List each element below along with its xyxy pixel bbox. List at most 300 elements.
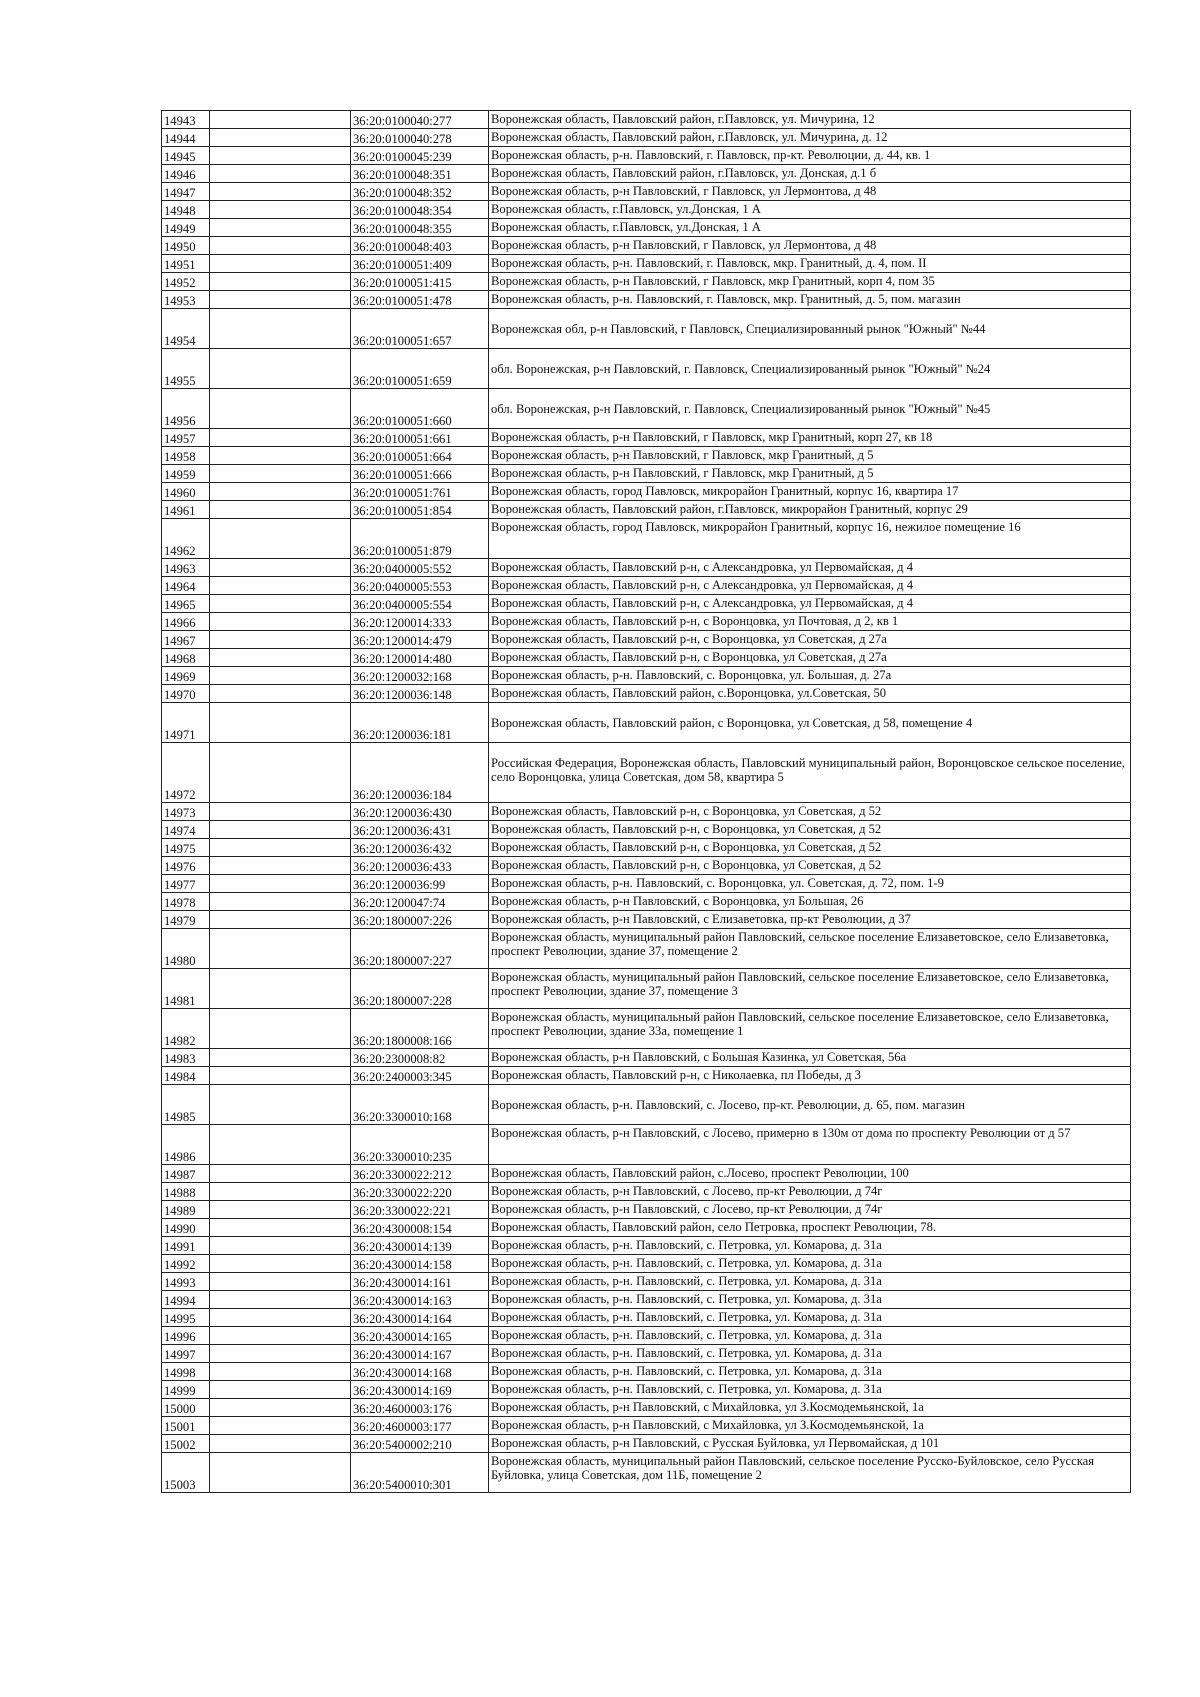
address-cell: Воронежская область, Павловский район, г.Павловск, ул. Мичурина, д. 12	[489, 129, 1131, 147]
table-row	[162, 1183, 1131, 1201]
table-row	[162, 667, 1131, 685]
cadastral-number-cell: 36:20:0100048:354	[351, 201, 489, 219]
empty-cell	[210, 219, 351, 237]
empty-cell	[210, 613, 351, 631]
address-cell: Воронежская область, Павловский р-н, с Воронцовка, ул Советская, д 27а	[489, 631, 1131, 649]
row-number-cell: 14950	[162, 237, 210, 255]
empty-cell	[210, 1183, 351, 1201]
empty-cell	[210, 111, 351, 129]
cadastral-number-cell: 36:20:5400010:301	[351, 1453, 489, 1493]
row-number-cell: 14944	[162, 129, 210, 147]
cadastral-number-cell: 36:20:5400002:210	[351, 1435, 489, 1453]
row-number-cell: 14963	[162, 559, 210, 577]
table-row	[162, 291, 1131, 309]
address-cell: Воронежская область, Павловский район, с.Лосево, проспект Революции, 100	[489, 1165, 1131, 1183]
row-number-cell: 14977	[162, 875, 210, 893]
cadastral-number-cell: 36:20:4300014:139	[351, 1237, 489, 1255]
empty-cell	[210, 685, 351, 703]
cadastral-number-cell: 36:20:3300022:221	[351, 1201, 489, 1219]
address-cell: Воронежская область, р-н. Павловский, г. Павловск, пр-кт. Революции, д. 44, кв. 1	[489, 147, 1131, 165]
address-cell: Воронежская область, Павловский район, с Воронцовка, ул Советская, д 58, помещение 4	[489, 703, 1131, 743]
cadastral-number-cell: 36:20:1200047:74	[351, 893, 489, 911]
cadastral-number-cell: 36:20:1800008:166	[351, 1009, 489, 1049]
table-row	[162, 969, 1131, 1009]
cadastral-number-cell: 36:20:1200036:148	[351, 685, 489, 703]
address-cell: Воронежская область, Павловский р-н, с Александровка, ул Первомайская, д 4	[489, 559, 1131, 577]
table-row	[162, 857, 1131, 875]
cadastral-number-cell: 36:20:0100048:351	[351, 165, 489, 183]
row-number-cell: 14962	[162, 519, 210, 559]
empty-cell	[210, 273, 351, 291]
row-number-cell: 14982	[162, 1009, 210, 1049]
empty-cell	[210, 1009, 351, 1049]
empty-cell	[210, 1165, 351, 1183]
row-number-cell: 14985	[162, 1085, 210, 1125]
table-row	[162, 1435, 1131, 1453]
table-row	[162, 911, 1131, 929]
row-number-cell: 14949	[162, 219, 210, 237]
table-row	[162, 631, 1131, 649]
table-row	[162, 839, 1131, 857]
cadastral-number-cell: 36:20:2300008:82	[351, 1049, 489, 1067]
empty-cell	[210, 857, 351, 875]
cadastral-number-cell: 36:20:0100051:664	[351, 447, 489, 465]
row-number-cell: 14996	[162, 1327, 210, 1345]
address-cell: Воронежская область, р-н. Павловский, с. Петровка, ул. Комарова, д. 31а	[489, 1291, 1131, 1309]
empty-cell	[210, 1049, 351, 1067]
row-number-cell: 14959	[162, 465, 210, 483]
row-number-cell: 14972	[162, 743, 210, 803]
address-cell: Воронежская область, р-н. Павловский, с. Петровка, ул. Комарова, д. 31а	[489, 1237, 1131, 1255]
cadastral-number-cell: 36:20:0100051:661	[351, 429, 489, 447]
address-cell: Воронежская область, Павловский р-н, с Воронцовка, ул Советская, д 27а	[489, 649, 1131, 667]
table-row	[162, 219, 1131, 237]
table-row	[162, 519, 1131, 559]
row-number-cell: 14946	[162, 165, 210, 183]
empty-cell	[210, 1309, 351, 1327]
table-row	[162, 1049, 1131, 1067]
address-cell: Воронежская область, город Павловск, микрорайон Гранитный, корпус 16, нежилое помещение 16	[489, 519, 1131, 559]
empty-cell	[210, 803, 351, 821]
empty-cell	[210, 743, 351, 803]
empty-cell	[210, 1453, 351, 1493]
row-number-cell: 14966	[162, 613, 210, 631]
table-row	[162, 255, 1131, 273]
cadastral-number-cell: 36:20:4300014:167	[351, 1345, 489, 1363]
address-cell: Воронежская область, Павловский р-н, с Воронцовка, ул Советская, д 52	[489, 803, 1131, 821]
row-number-cell: 14971	[162, 703, 210, 743]
cadastral-number-cell: 36:20:0100048:403	[351, 237, 489, 255]
address-cell: Воронежская область, Павловский район, с.Воронцовка, ул.Советская, 50	[489, 685, 1131, 703]
cadastral-number-cell: 36:20:1800007:228	[351, 969, 489, 1009]
row-number-cell: 15001	[162, 1417, 210, 1435]
address-cell: Воронежская область, р-н Павловский, с Большая Казинка, ул Советская, 56а	[489, 1049, 1131, 1067]
cadastral-number-cell: 36:20:1200036:431	[351, 821, 489, 839]
table-row	[162, 201, 1131, 219]
cadastral-number-cell: 36:20:0100040:277	[351, 111, 489, 129]
address-cell: Воронежская область, р-н Павловский, с Лосево, примерно в 130м от дома по проспекту Революции от д 57	[489, 1125, 1131, 1165]
row-number-cell: 14943	[162, 111, 210, 129]
table-row	[162, 1327, 1131, 1345]
row-number-cell: 14954	[162, 309, 210, 349]
empty-cell	[210, 1201, 351, 1219]
address-cell: Воронежская область, р-н Павловский, г Павловск, ул Лермонтова, д 48	[489, 183, 1131, 201]
row-number-cell: 14955	[162, 349, 210, 389]
cadastral-number-cell: 36:20:0100051:761	[351, 483, 489, 501]
empty-cell	[210, 893, 351, 911]
address-cell: Воронежская область, р-н. Павловский, г. Павловск, мкр. Гранитный, д. 5, пом. магазин	[489, 291, 1131, 309]
table-row	[162, 111, 1131, 129]
row-number-cell: 14999	[162, 1381, 210, 1399]
table-row	[162, 1273, 1131, 1291]
row-number-cell: 14976	[162, 857, 210, 875]
empty-cell	[210, 501, 351, 519]
cadastral-number-cell: 36:20:1200036:432	[351, 839, 489, 857]
table-row	[162, 893, 1131, 911]
address-cell: Воронежская область, р-н. Павловский, с. Петровка, ул. Комарова, д. 31а	[489, 1381, 1131, 1399]
address-cell: Воронежская область, р-н. Павловский, с. Петровка, ул. Комарова, д. 31а	[489, 1255, 1131, 1273]
table-row	[162, 1165, 1131, 1183]
address-cell: обл. Воронежская, р-н Павловский, г. Павловск, Специализированный рынок "Южный" №24	[489, 349, 1131, 389]
empty-cell	[210, 1345, 351, 1363]
table-row	[162, 875, 1131, 893]
row-number-cell: 14992	[162, 1255, 210, 1273]
table-row	[162, 1067, 1131, 1085]
table-row	[162, 577, 1131, 595]
table-row	[162, 1125, 1131, 1165]
cadastral-number-cell: 36:20:0100051:478	[351, 291, 489, 309]
row-number-cell: 14981	[162, 969, 210, 1009]
empty-cell	[210, 129, 351, 147]
empty-cell	[210, 559, 351, 577]
table-row	[162, 559, 1131, 577]
row-number-cell: 14983	[162, 1049, 210, 1067]
row-number-cell: 14969	[162, 667, 210, 685]
row-number-cell: 14990	[162, 1219, 210, 1237]
empty-cell	[210, 875, 351, 893]
row-number-cell: 14973	[162, 803, 210, 821]
address-cell: Воронежская область, город Павловск, микрорайон Гранитный, корпус 16, квартира 17	[489, 483, 1131, 501]
register-body	[162, 111, 1131, 1493]
cadastral-number-cell: 36:20:0400005:554	[351, 595, 489, 613]
empty-cell	[210, 911, 351, 929]
cadastral-number-cell: 36:20:0100045:239	[351, 147, 489, 165]
row-number-cell: 15003	[162, 1453, 210, 1493]
cadastral-number-cell: 36:20:0400005:552	[351, 559, 489, 577]
cadastral-number-cell: 36:20:4300008:154	[351, 1219, 489, 1237]
table-row	[162, 465, 1131, 483]
empty-cell	[210, 1237, 351, 1255]
table-row	[162, 1009, 1131, 1049]
empty-cell	[210, 389, 351, 429]
address-cell: Воронежская область, Павловский р-н, с Александровка, ул Первомайская, д 4	[489, 595, 1131, 613]
cadastral-number-cell: 36:20:3300022:220	[351, 1183, 489, 1201]
address-cell: Воронежская область, р-н. Павловский, с. Воронцовка, ул. Советская, д. 72, пом. 1-9	[489, 875, 1131, 893]
address-cell: Воронежская область, р-н Павловский, с Лосево, пр-кт Революции, д 74г	[489, 1183, 1131, 1201]
table-row	[162, 1381, 1131, 1399]
address-cell: Воронежская область, Павловский район, г.Павловск, ул. Мичурина, 12	[489, 111, 1131, 129]
empty-cell	[210, 1219, 351, 1237]
row-number-cell: 14956	[162, 389, 210, 429]
empty-cell	[210, 349, 351, 389]
cadastral-number-cell: 36:20:1200036:181	[351, 703, 489, 743]
empty-cell	[210, 201, 351, 219]
table-row	[162, 1085, 1131, 1125]
empty-cell	[210, 1363, 351, 1381]
cadastral-number-cell: 36:20:1200014:479	[351, 631, 489, 649]
address-cell: Воронежская область, г.Павловск, ул.Донская, 1 А	[489, 219, 1131, 237]
address-cell: Воронежская область, р-н. Павловский, с. Петровка, ул. Комарова, д. 31а	[489, 1345, 1131, 1363]
address-cell: Воронежская область, Павловский р-н, с Воронцовка, ул Почтовая, д 2, кв 1	[489, 613, 1131, 631]
address-cell: Воронежская область, р-н Павловский, г Павловск, мкр Гранитный, д 5	[489, 465, 1131, 483]
cadastral-number-cell: 36:20:3300010:235	[351, 1125, 489, 1165]
cadastral-number-cell: 36:20:0100051:409	[351, 255, 489, 273]
empty-cell	[210, 1085, 351, 1125]
address-cell: Российская Федерация, Воронежская область, Павловский муниципальный район, Воронцовское сельское поселение, село Воронцовка, улица Советская, дом 58, квартира 5	[489, 743, 1131, 803]
empty-cell	[210, 165, 351, 183]
cadastral-number-cell: 36:20:4300014:165	[351, 1327, 489, 1345]
row-number-cell: 14961	[162, 501, 210, 519]
row-number-cell: 14980	[162, 929, 210, 969]
address-cell: Воронежская область, р-н Павловский, с Лосево, пр-кт Революции, д 74г	[489, 1201, 1131, 1219]
address-cell: Воронежская область, р-н Павловский, г Павловск, мкр Гранитный, корп 4, пом 35	[489, 273, 1131, 291]
table-row	[162, 685, 1131, 703]
address-cell: Воронежская область, муниципальный район Павловский, сельское поселение Елизаветовское, село Елизаветовка, проспект Революции, здание 33а, помещение 1	[489, 1009, 1131, 1049]
empty-cell	[210, 595, 351, 613]
address-cell: Воронежская область, р-н. Павловский, с. Лосево, пр-кт. Революции, д. 65, пом. магазин	[489, 1085, 1131, 1125]
row-number-cell: 14960	[162, 483, 210, 501]
address-cell: Воронежская область, Павловский район, село Петровка, проспект Революции, 78.	[489, 1219, 1131, 1237]
empty-cell	[210, 291, 351, 309]
address-cell: Воронежская область, Павловский р-н, с Воронцовка, ул Советская, д 52	[489, 857, 1131, 875]
address-cell: Воронежская область, р-н Павловский, с Михайловка, ул З.Космодемьянской, 1а	[489, 1417, 1131, 1435]
table-row	[162, 1237, 1131, 1255]
row-number-cell: 14968	[162, 649, 210, 667]
address-cell: Воронежская область, Павловский район, г.Павловск, микрорайон Гранитный, корпус 29	[489, 501, 1131, 519]
empty-cell	[210, 1125, 351, 1165]
cadastral-number-cell: 36:20:3300022:212	[351, 1165, 489, 1183]
table-row	[162, 1309, 1131, 1327]
address-cell: Воронежская область, р-н Павловский, г Павловск, мкр Гранитный, д 5	[489, 447, 1131, 465]
table-row	[162, 483, 1131, 501]
cadastral-number-cell: 36:20:0100051:666	[351, 465, 489, 483]
empty-cell	[210, 519, 351, 559]
address-cell: Воронежская область, г.Павловск, ул.Донская, 1 А	[489, 201, 1131, 219]
table-row	[162, 1345, 1131, 1363]
empty-cell	[210, 1273, 351, 1291]
cadastral-number-cell: 36:20:0100051:854	[351, 501, 489, 519]
table-row	[162, 129, 1131, 147]
table-row	[162, 803, 1131, 821]
address-cell: Воронежская область, р-н Павловский, с Михайловка, ул З.Космодемьянской, 1а	[489, 1399, 1131, 1417]
cadastral-number-cell: 36:20:4300014:168	[351, 1363, 489, 1381]
empty-cell	[210, 237, 351, 255]
table-row	[162, 237, 1131, 255]
empty-cell	[210, 465, 351, 483]
row-number-cell: 14987	[162, 1165, 210, 1183]
address-cell: Воронежская область, р-н Павловский, с Елизаветовка, пр-кт Революции, д 37	[489, 911, 1131, 929]
empty-cell	[210, 821, 351, 839]
table-row	[162, 147, 1131, 165]
empty-cell	[210, 147, 351, 165]
empty-cell	[210, 1417, 351, 1435]
cadastral-number-cell: 36:20:0100051:657	[351, 309, 489, 349]
cadastral-number-cell: 36:20:1200014:333	[351, 613, 489, 631]
cadastral-number-cell: 36:20:4600003:176	[351, 1399, 489, 1417]
empty-cell	[210, 839, 351, 857]
cadastral-number-cell: 36:20:4300014:164	[351, 1309, 489, 1327]
row-number-cell: 14967	[162, 631, 210, 649]
address-cell: Воронежская область, р-н Павловский, с Русская Буйловка, ул Первомайская, д 101	[489, 1435, 1131, 1453]
cadastral-number-cell: 36:20:1800007:227	[351, 929, 489, 969]
property-register-table	[161, 110, 1131, 1493]
cadastral-number-cell: 36:20:1200014:480	[351, 649, 489, 667]
cadastral-number-cell: 36:20:0100051:659	[351, 349, 489, 389]
cadastral-number-cell: 36:20:2400003:345	[351, 1067, 489, 1085]
empty-cell	[210, 1327, 351, 1345]
cadastral-number-cell: 36:20:1200036:433	[351, 857, 489, 875]
row-number-cell: 14952	[162, 273, 210, 291]
row-number-cell: 14978	[162, 893, 210, 911]
row-number-cell: 14979	[162, 911, 210, 929]
table-row	[162, 447, 1131, 465]
row-number-cell: 14965	[162, 595, 210, 613]
row-number-cell: 14951	[162, 255, 210, 273]
table-row	[162, 1219, 1131, 1237]
row-number-cell: 14986	[162, 1125, 210, 1165]
cadastral-number-cell: 36:20:4300014:163	[351, 1291, 489, 1309]
address-cell: Воронежская область, Павловский р-н, с Николаевка, пл Победы, д 3	[489, 1067, 1131, 1085]
address-cell: Воронежская область, муниципальный район Павловский, сельское поселение Русско-Буйловское, село Русская Буйловка, улица Советская, дом 11Б, помещение 2	[489, 1453, 1131, 1493]
table-row	[162, 389, 1131, 429]
address-cell: Воронежская область, р-н. Павловский, с. Петровка, ул. Комарова, д. 31а	[489, 1363, 1131, 1381]
row-number-cell: 14970	[162, 685, 210, 703]
cadastral-number-cell: 36:20:0100048:352	[351, 183, 489, 201]
table-row	[162, 1363, 1131, 1381]
address-cell: Воронежская область, р-н Павловский, г Павловск, ул Лермонтова, д 48	[489, 237, 1131, 255]
cadastral-number-cell: 36:20:0100040:278	[351, 129, 489, 147]
cadastral-number-cell: 36:20:0100051:660	[351, 389, 489, 429]
table-row	[162, 501, 1131, 519]
address-cell: Воронежская область, р-н. Павловский, с. Петровка, ул. Комарова, д. 31а	[489, 1273, 1131, 1291]
address-cell: Воронежская область, р-н. Павловский, с. Петровка, ул. Комарова, д. 31а	[489, 1327, 1131, 1345]
cadastral-number-cell: 36:20:4600003:177	[351, 1417, 489, 1435]
row-number-cell: 14945	[162, 147, 210, 165]
empty-cell	[210, 703, 351, 743]
cadastral-number-cell: 36:20:1800007:226	[351, 911, 489, 929]
empty-cell	[210, 309, 351, 349]
cadastral-number-cell: 36:20:4300014:158	[351, 1255, 489, 1273]
table-row	[162, 703, 1131, 743]
table-row	[162, 1201, 1131, 1219]
cadastral-number-cell: 36:20:4300014:169	[351, 1381, 489, 1399]
address-cell: Воронежская область, р-н. Павловский, с. Петровка, ул. Комарова, д. 31а	[489, 1309, 1131, 1327]
address-cell: Воронежская область, Павловский р-н, с Воронцовка, ул Советская, д 52	[489, 821, 1131, 839]
row-number-cell: 14998	[162, 1363, 210, 1381]
row-number-cell: 14975	[162, 839, 210, 857]
row-number-cell: 14974	[162, 821, 210, 839]
table-row	[162, 183, 1131, 201]
row-number-cell: 14958	[162, 447, 210, 465]
table-row	[162, 1291, 1131, 1309]
table-row	[162, 613, 1131, 631]
empty-cell	[210, 929, 351, 969]
table-row	[162, 309, 1131, 349]
row-number-cell: 14984	[162, 1067, 210, 1085]
cadastral-number-cell: 36:20:1200036:430	[351, 803, 489, 821]
row-number-cell: 14948	[162, 201, 210, 219]
address-cell: Воронежская область, р-н. Павловский, с. Воронцовка, ул. Большая, д. 27а	[489, 667, 1131, 685]
row-number-cell: 14995	[162, 1309, 210, 1327]
address-cell: Воронежская область, Павловский район, г.Павловск, ул. Донская, д.1 б	[489, 165, 1131, 183]
empty-cell	[210, 447, 351, 465]
address-cell: Воронежская область, р-н Павловский, г Павловск, мкр Гранитный, корп 27, кв 18	[489, 429, 1131, 447]
empty-cell	[210, 1291, 351, 1309]
row-number-cell: 14953	[162, 291, 210, 309]
cadastral-number-cell: 36:20:1200036:184	[351, 743, 489, 803]
table-row	[162, 595, 1131, 613]
row-number-cell: 15002	[162, 1435, 210, 1453]
table-row	[162, 429, 1131, 447]
table-row	[162, 929, 1131, 969]
table-row	[162, 821, 1131, 839]
empty-cell	[210, 483, 351, 501]
cadastral-number-cell: 36:20:4300014:161	[351, 1273, 489, 1291]
cadastral-number-cell: 36:20:1200032:168	[351, 667, 489, 685]
table-row	[162, 649, 1131, 667]
address-cell: Воронежская обл, р-н Павловский, г Павловск, Специализированный рынок "Южный" №44	[489, 309, 1131, 349]
empty-cell	[210, 577, 351, 595]
empty-cell	[210, 649, 351, 667]
address-cell: обл. Воронежская, р-н Павловский, г. Павловск, Специализированный рынок "Южный" №45	[489, 389, 1131, 429]
cadastral-number-cell: 36:20:0400005:553	[351, 577, 489, 595]
table-row	[162, 1453, 1131, 1493]
address-cell: Воронежская область, р-н Павловский, с Воронцовка, ул Большая, 26	[489, 893, 1131, 911]
address-cell: Воронежская область, муниципальный район Павловский, сельское поселение Елизаветовское, село Елизаветовка, проспект Революции, здание 37, помещение 3	[489, 969, 1131, 1009]
row-number-cell: 14989	[162, 1201, 210, 1219]
empty-cell	[210, 1399, 351, 1417]
empty-cell	[210, 1435, 351, 1453]
row-number-cell: 14964	[162, 577, 210, 595]
table-row	[162, 273, 1131, 291]
table-row	[162, 743, 1131, 803]
table-row	[162, 1255, 1131, 1273]
row-number-cell: 14947	[162, 183, 210, 201]
row-number-cell: 14991	[162, 1237, 210, 1255]
empty-cell	[210, 183, 351, 201]
address-cell: Воронежская область, муниципальный район Павловский, сельское поселение Елизаветовское, село Елизаветовка, проспект Революции, здание 37, помещение 2	[489, 929, 1131, 969]
address-cell: Воронежская область, р-н. Павловский, г. Павловск, мкр. Гранитный, д. 4, пом. II	[489, 255, 1131, 273]
row-number-cell: 14993	[162, 1273, 210, 1291]
empty-cell	[210, 429, 351, 447]
cadastral-number-cell: 36:20:0100048:355	[351, 219, 489, 237]
empty-cell	[210, 667, 351, 685]
table-row	[162, 1417, 1131, 1435]
row-number-cell: 14997	[162, 1345, 210, 1363]
table-row	[162, 165, 1131, 183]
cadastral-number-cell: 36:20:1200036:99	[351, 875, 489, 893]
row-number-cell: 14988	[162, 1183, 210, 1201]
table-row	[162, 349, 1131, 389]
address-cell: Воронежская область, Павловский р-н, с Воронцовка, ул Советская, д 52	[489, 839, 1131, 857]
empty-cell	[210, 631, 351, 649]
cadastral-number-cell: 36:20:3300010:168	[351, 1085, 489, 1125]
row-number-cell: 14994	[162, 1291, 210, 1309]
row-number-cell: 14957	[162, 429, 210, 447]
empty-cell	[210, 255, 351, 273]
cadastral-number-cell: 36:20:0100051:415	[351, 273, 489, 291]
empty-cell	[210, 1255, 351, 1273]
